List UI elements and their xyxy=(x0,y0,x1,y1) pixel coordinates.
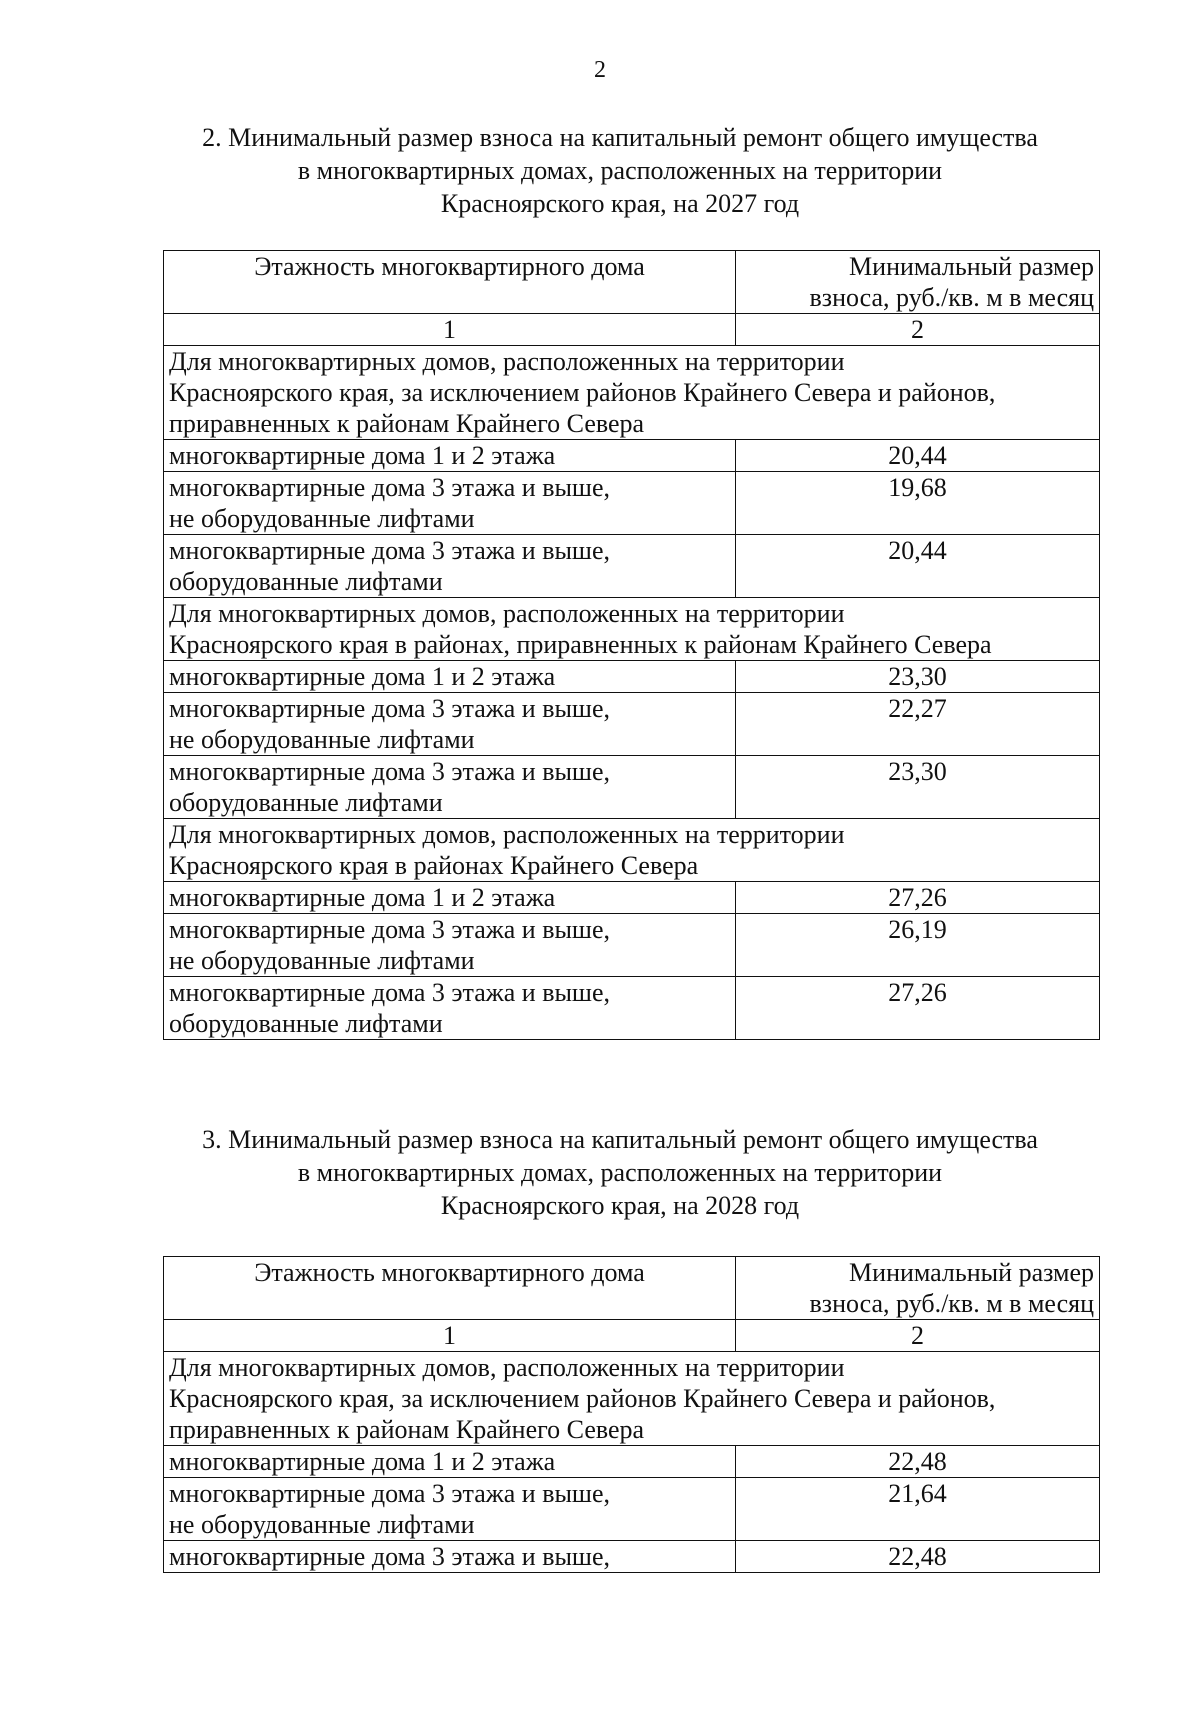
table-row xyxy=(164,977,1100,1040)
contribution-value-cell: 27,26 xyxy=(736,977,1100,1040)
building-type-cell xyxy=(164,914,736,977)
page-number: 2 xyxy=(594,57,606,83)
group-row xyxy=(164,598,1100,661)
building-type-cell xyxy=(164,977,736,1040)
heading-line: в многоквартирных домах, расположенных на территории xyxy=(297,1158,943,1187)
group-title-line: Красноярского края, за исключением районов Крайнего Севера и районов, xyxy=(169,378,996,407)
group-title-line: Для многоквартирных домов, расположенных на территории xyxy=(169,820,845,849)
column-number-row xyxy=(164,314,1100,346)
heading-line: Красноярского края, на 2028 год xyxy=(440,1191,800,1220)
header-line: взноса, руб./кв. м в месяц xyxy=(809,283,1094,312)
group-title-line: Красноярского края, за исключением районов Крайнего Севера и районов, xyxy=(169,1384,996,1413)
building-type-cell xyxy=(164,1541,736,1573)
building-type-line: не оборудованные лифтами xyxy=(169,725,475,754)
table-row xyxy=(164,1541,1100,1573)
table-row xyxy=(164,882,1100,914)
building-type-cell xyxy=(164,756,736,819)
header-line: Минимальный размер xyxy=(849,252,1094,281)
building-type-line: многоквартирные дома 3 этажа и выше, xyxy=(169,1479,610,1508)
contribution-value-cell: 22,27 xyxy=(736,693,1100,756)
contribution-value-cell: 22,48 xyxy=(736,1446,1100,1478)
table-row xyxy=(164,914,1100,977)
building-type-cell xyxy=(164,535,736,598)
group-title-line: Для многоквартирных домов, расположенных на территории xyxy=(169,1353,845,1382)
section-heading-2028 xyxy=(120,1123,1120,1222)
building-type-line: многоквартирные дома 1 и 2 этажа xyxy=(169,1447,556,1476)
contribution-value-cell: 20,44 xyxy=(736,440,1100,472)
building-type-line: многоквартирные дома 1 и 2 этажа xyxy=(169,883,556,912)
header-min-contribution-cell xyxy=(736,1257,1100,1320)
table-row xyxy=(164,535,1100,598)
header-storeys-cell: Этажность многоквартирного дома xyxy=(164,251,736,314)
contribution-value-cell: 23,30 xyxy=(736,756,1100,819)
table-header-row xyxy=(164,1257,1100,1320)
group-title-line: приравненных к районам Крайнего Севера xyxy=(169,409,645,438)
group-title-cell xyxy=(164,1352,1100,1446)
building-type-line: многоквартирные дома 3 этажа и выше, xyxy=(169,536,610,565)
building-type-line: не оборудованные лифтами xyxy=(169,946,475,975)
column-number-cell: 2 xyxy=(736,1320,1100,1352)
group-row xyxy=(164,1352,1100,1446)
building-type-cell xyxy=(164,472,736,535)
group-title-line: приравненных к районам Крайнего Севера xyxy=(169,1415,645,1444)
table-row xyxy=(164,440,1100,472)
header-line: Минимальный размер xyxy=(849,1258,1094,1287)
building-type-line: многоквартирные дома 3 этажа и выше, xyxy=(169,1542,610,1571)
group-row xyxy=(164,819,1100,882)
header-storeys-cell: Этажность многоквартирного дома xyxy=(164,1257,736,1320)
heading-line: в многоквартирных домах, расположенных на территории xyxy=(297,156,943,185)
header-min-contribution-cell xyxy=(736,251,1100,314)
building-type-line: не оборудованные лифтами xyxy=(169,504,475,533)
building-type-line: оборудованные лифтами xyxy=(169,1009,443,1038)
table-row xyxy=(164,1446,1100,1478)
group-title-line: Красноярского края в районах, приравненных к районам Крайнего Севера xyxy=(169,630,992,659)
contribution-value-cell: 22,48 xyxy=(736,1541,1100,1573)
group-title-cell xyxy=(164,598,1100,661)
contribution-value-cell: 20,44 xyxy=(736,535,1100,598)
building-type-line: оборудованные лифтами xyxy=(169,788,443,817)
column-number-cell: 1 xyxy=(164,1320,736,1352)
table-header-row xyxy=(164,251,1100,314)
table-row xyxy=(164,756,1100,819)
column-number-row xyxy=(164,1320,1100,1352)
table-row xyxy=(164,693,1100,756)
heading-line: Красноярского края, на 2027 год xyxy=(440,189,800,218)
column-number-cell: 2 xyxy=(736,314,1100,346)
building-type-cell xyxy=(164,1446,736,1478)
heading-line: 3. Минимальный размер взноса на капитальный ремонт общего имущества xyxy=(202,1125,1038,1154)
group-title-line: Для многоквартирных домов, расположенных на территории xyxy=(169,347,845,376)
building-type-line: оборудованные лифтами xyxy=(169,567,443,596)
building-type-cell xyxy=(164,693,736,756)
building-type-line: многоквартирные дома 3 этажа и выше, xyxy=(169,915,610,944)
column-number-cell: 1 xyxy=(164,314,736,346)
building-type-line: не оборудованные лифтами xyxy=(169,1510,475,1539)
contribution-table-2028 xyxy=(163,1256,1100,1573)
building-type-line: многоквартирные дома 3 этажа и выше, xyxy=(169,694,610,723)
group-title-cell xyxy=(164,819,1100,882)
building-type-cell xyxy=(164,440,736,472)
contribution-value-cell: 19,68 xyxy=(736,472,1100,535)
heading-line: 2. Минимальный размер взноса на капитальный ремонт общего имущества xyxy=(202,123,1038,152)
group-title-line: Для многоквартирных домов, расположенных на территории xyxy=(169,599,845,628)
group-title-cell xyxy=(164,346,1100,440)
contribution-table-2027 xyxy=(163,250,1100,1040)
building-type-cell xyxy=(164,882,736,914)
contribution-value-cell: 23,30 xyxy=(736,661,1100,693)
building-type-cell xyxy=(164,661,736,693)
table-row xyxy=(164,472,1100,535)
group-title-line: Красноярского края в районах Крайнего Севера xyxy=(169,851,699,880)
contribution-value-cell: 21,64 xyxy=(736,1478,1100,1541)
header-line: взноса, руб./кв. м в месяц xyxy=(809,1289,1094,1318)
contribution-value-cell: 27,26 xyxy=(736,882,1100,914)
building-type-line: многоквартирные дома 3 этажа и выше, xyxy=(169,978,610,1007)
table-row xyxy=(164,661,1100,693)
building-type-line: многоквартирные дома 1 и 2 этажа xyxy=(169,441,556,470)
group-row xyxy=(164,346,1100,440)
section-heading-2027 xyxy=(120,121,1120,220)
contribution-value-cell: 26,19 xyxy=(736,914,1100,977)
building-type-line: многоквартирные дома 1 и 2 этажа xyxy=(169,662,556,691)
table-row xyxy=(164,1478,1100,1541)
building-type-line: многоквартирные дома 3 этажа и выше, xyxy=(169,473,610,502)
building-type-cell xyxy=(164,1478,736,1541)
building-type-line: многоквартирные дома 3 этажа и выше, xyxy=(169,757,610,786)
